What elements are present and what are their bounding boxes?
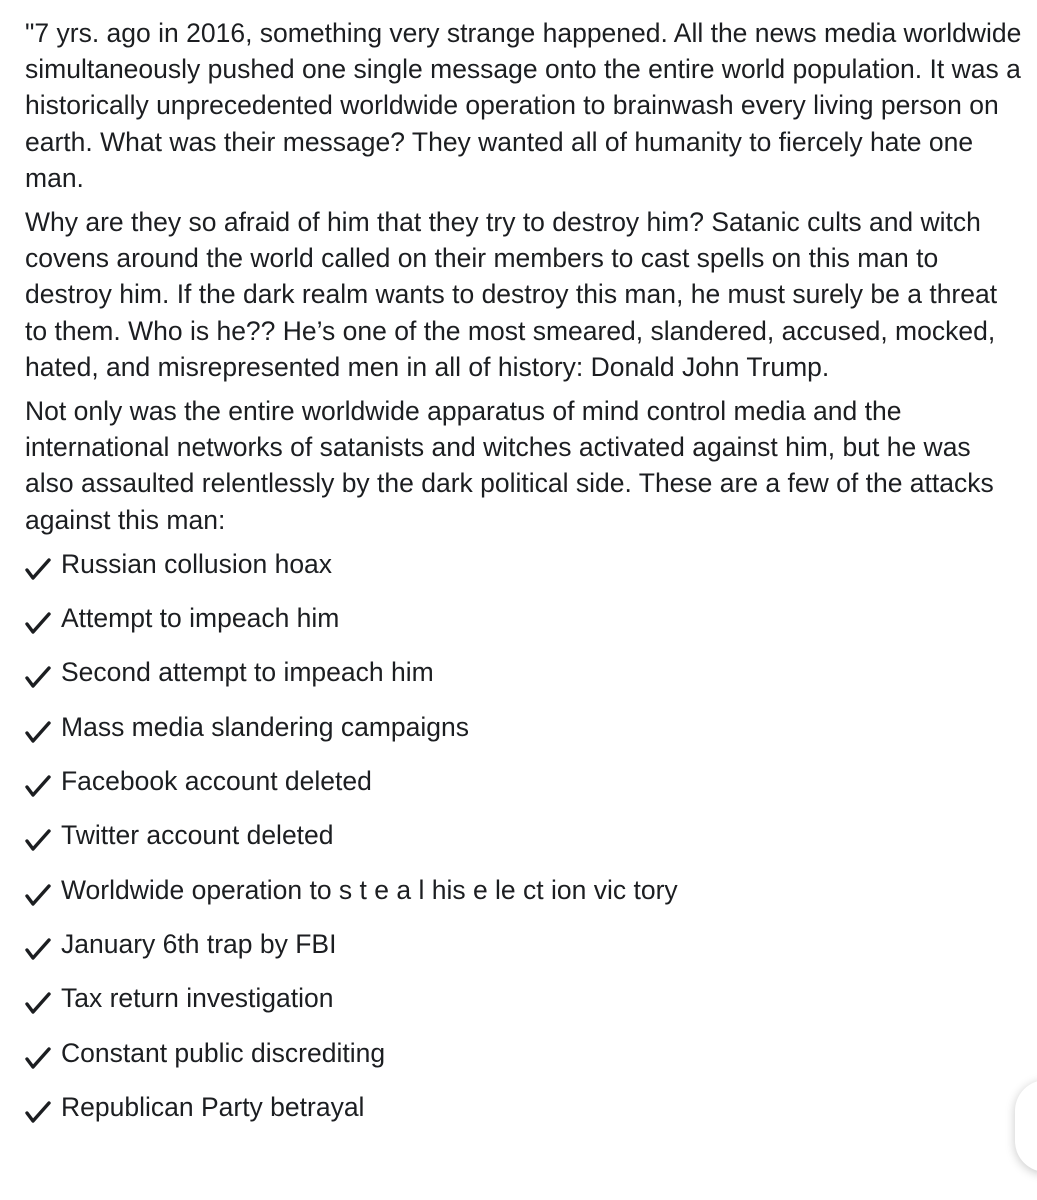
list-item-label: Twitter account deleted — [61, 820, 334, 851]
post-paragraph-2: Why are they so afraid of him that they try to destroy him? Satanic cults and witch covens around the world called on their members to cast spells on this man to destroy him. If the dark realm wants to destroy this man, he must surely be a threat to them. Who is he?? He’s one of the most smeared, slandered, accused, mocked, hated, and misrepresented men in all of history: Donald John Trump. — [25, 207, 998, 382]
check-mark-icon — [25, 1035, 61, 1069]
check-mark-icon — [25, 926, 61, 960]
list-item-label: Facebook account deleted — [61, 766, 372, 797]
list-item-label: Republican Party betrayal — [61, 1091, 365, 1122]
check-mark-icon — [25, 654, 61, 688]
check-mark-icon — [25, 546, 61, 580]
list-item — [25, 1035, 1025, 1089]
attacks-checklist — [25, 546, 1025, 1143]
list-item — [25, 763, 1025, 817]
check-mark-icon — [25, 872, 61, 906]
post-paragraph-1: "7 yrs. ago in 2016, something very strange happened. All the news media worldwide simultaneously pushed one single message onto the entire world population. It was a historically unprecedented worldwide operation to brainwash every living person on earth. What was their message? They wanted all of humanity to fiercely hate one man. — [25, 18, 1022, 193]
list-item-label: Second attempt to impeach him — [61, 657, 434, 688]
check-mark-icon — [25, 600, 61, 634]
list-item-label: Attempt to impeach him — [61, 603, 340, 634]
list-item-label: Mass media slandering campaigns — [61, 711, 470, 742]
list-item-label: Tax return investigation — [61, 983, 334, 1014]
check-mark-icon — [25, 980, 61, 1014]
list-item — [25, 926, 1025, 980]
list-item-label: Constant public discrediting — [61, 1037, 386, 1068]
list-item — [25, 709, 1025, 763]
check-mark-icon — [25, 763, 61, 797]
list-item-label: Worldwide operation to s t e a l his e le ct ion vic tory — [61, 874, 678, 905]
list-item — [25, 600, 1025, 654]
list-item — [25, 980, 1025, 1034]
post-paragraph-3: Not only was the entire worldwide apparatus of mind control media and the international networks of satanists and witches activated against him, but he was also assaulted relentlessly by the dark political side. These are a few of the attacks against this man: — [25, 396, 994, 535]
check-mark-icon — [25, 817, 61, 851]
list-item-label: Russian collusion hoax — [61, 548, 333, 579]
list-item — [25, 654, 1025, 708]
check-mark-icon — [25, 1089, 61, 1123]
list-item — [25, 817, 1025, 871]
list-item — [25, 1089, 1025, 1143]
list-item — [25, 546, 1025, 600]
list-item — [25, 872, 1025, 926]
list-item-label: January 6th trap by FBI — [61, 928, 337, 959]
check-mark-icon — [25, 709, 61, 743]
